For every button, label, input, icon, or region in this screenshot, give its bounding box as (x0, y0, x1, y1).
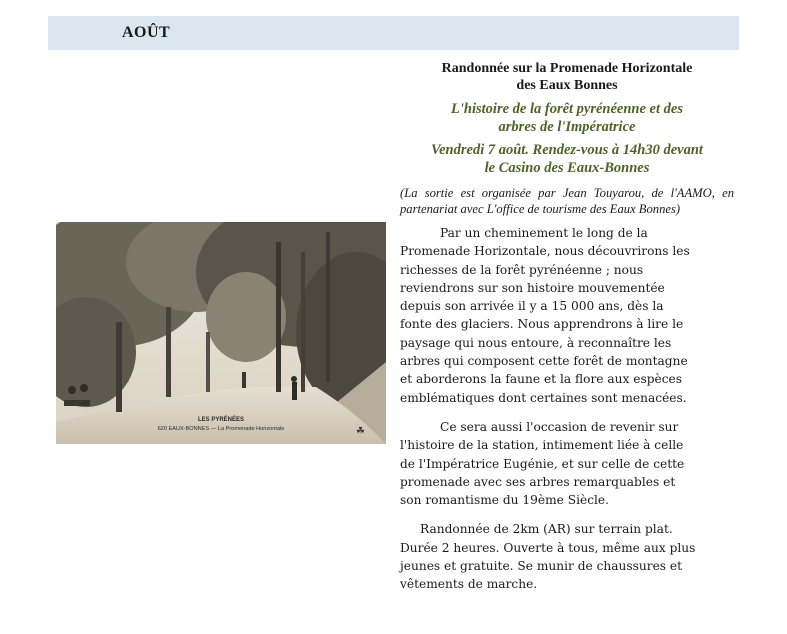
p1-line-8: arbres qui composent cette forêt de montagne (400, 354, 688, 369)
paragraph-2 (400, 418, 734, 509)
publisher-mark-icon: ☘ (356, 426, 365, 437)
month-header-band (48, 16, 739, 50)
p1-line-2: Promenade Horizontale, nous découvrirons les (400, 244, 690, 259)
photo-caption-main: 620 EAUX-BONNES — La Promenade Horizontale (157, 426, 285, 432)
date-line-2: le Casino des Eaux-Bonnes (484, 160, 650, 176)
photo-caption-top: LES PYRÉNÉES (197, 417, 245, 423)
event-description (400, 60, 734, 594)
p3-line-1: Randonnée de 2km (AR) sur terrain plat. (420, 522, 673, 537)
month-title: AOÛT (122, 24, 171, 41)
p3-line-4: vêtements de marche. (400, 577, 538, 592)
paragraph-3 (400, 520, 734, 593)
paragraph-1 (400, 224, 734, 407)
p2-line-3: de l'Impératrice Eugénie, et sur celle de cette (400, 456, 685, 471)
date-line-1: Vendredi 7 août. Rendez-vous à 14h30 devant (431, 142, 703, 158)
title-line-1: Randonnée sur la Promenade Horizontale (441, 61, 693, 76)
subtitle-line-1: L'histoire de la forêt pyrénéenne et des (451, 101, 683, 117)
p1-line-10: emblématiques dont certaines sont menacées. (400, 390, 687, 405)
p2-line-2: l'histoire de la station, intimement liée à celle (400, 438, 684, 453)
p1-line-5: depuis son arrivée il y a 15 000 ans, dès la (400, 299, 664, 314)
p2-line-5: son romantisme du 19ème Siècle. (400, 493, 610, 508)
title-line-2: des Eaux Bonnes (516, 78, 618, 93)
p1-line-4: reviendrons sur son histoire mouvementée (400, 280, 665, 295)
postcard-photo (56, 222, 386, 444)
p1-line-6: fonte des glaciers. Nous apprendrons à lire le (400, 317, 684, 332)
p3-line-2: Durée 2 heures. Ouverte à tous, même aux plus (400, 540, 696, 555)
event-date (400, 141, 734, 177)
p1-line-3: richesses de la forêt pyrénéenne ; nous (400, 262, 644, 277)
p2-line-4: promenade avec ses arbres remarquables et (400, 474, 676, 489)
event-subtitle (400, 100, 734, 136)
organizer-note: (La sortie est organisée par Jean Touyarou, de l'AAMO, en partenariat avec L'office de tourisme des Eaux Bonnes) (400, 186, 734, 216)
event-title (400, 60, 734, 94)
p3-line-3: jeunes et gratuite. Se munir de chaussures et (400, 559, 683, 574)
p1-line-9: et aborderons la faune et la flore aux espèces (400, 372, 683, 387)
p2-line-1: Ce sera aussi l'occasion de revenir sur (440, 419, 679, 434)
p1-line-7: paysage qui nous entoure, à reconnaître les (400, 335, 672, 350)
subtitle-line-2: arbres de l'Impératrice (498, 119, 636, 135)
p1-line-1: Par un cheminement le long de la (440, 226, 648, 240)
